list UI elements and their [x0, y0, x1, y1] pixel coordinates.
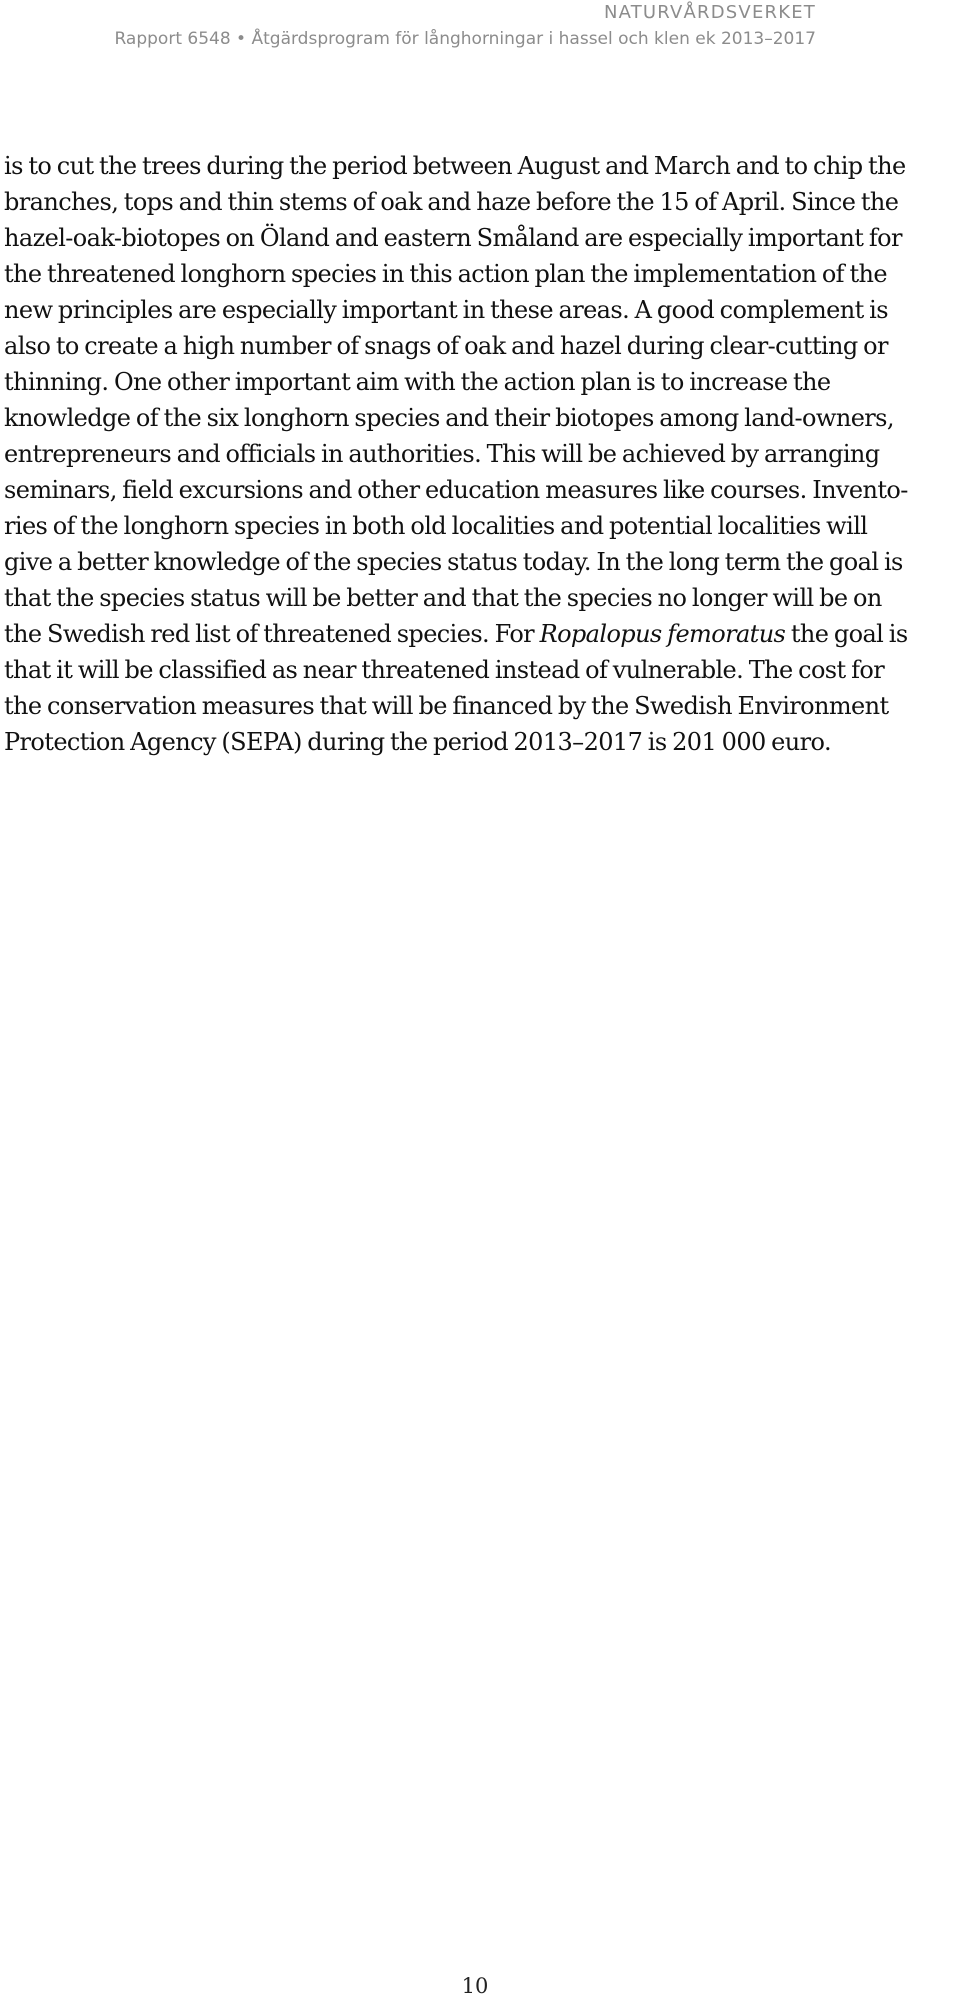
species-name: Ropalopus femoratus [539, 620, 786, 648]
text-line: new principles are especially important in these areas. A good complement is [4, 296, 888, 324]
text-line: give a better knowledge of the species status today. In the long term the goal is [4, 548, 903, 576]
text-segment: the Swedish red list of threatened species. For [4, 620, 535, 648]
text-segment: the goal is [790, 620, 908, 648]
text-line: is to cut the trees during the period between August and March and to chip the [4, 152, 906, 180]
text-line: the conservation measures that will be financed by the Swedish Environment [4, 692, 889, 720]
text-line: that the species status will be better and that the species no longer will be on [4, 584, 882, 612]
text-line: seminars, field excursions and other education measures like courses. Invento- [4, 476, 908, 504]
page-number: 10 [461, 1974, 489, 1998]
page-header [114, 0, 816, 50]
text-line: also to create a high number of snags of oak and hazel during clear-cutting or [4, 332, 888, 360]
report-title: Rapport 6548 • Åtgärdsprogram för långhorningar i hassel och klen ek 2013–2017 [114, 29, 816, 49]
text-line: the threatened longhorn species in this action plan the implementation of the [4, 260, 888, 288]
organization-name: NATURVÅRDSVERKET [603, 2, 816, 23]
text-line: branches, tops and thin stems of oak and haze before the 15 of April. Since the [4, 188, 899, 216]
text-line: ries of the longhorn species in both old localities and potential localities will [4, 512, 868, 540]
text-line: that it will be classified as near threatened instead of vulnerable. The cost for [4, 656, 885, 684]
text-line: thinning. One other important aim with the action plan is to increase the [4, 368, 831, 396]
text-line: entrepreneurs and officials in authorities. This will be achieved by arranging [4, 440, 880, 468]
text-line-with-species [4, 616, 949, 652]
body-paragraph [4, 148, 949, 760]
text-line: knowledge of the six longhorn species and their biotopes among land-owners, [4, 404, 894, 432]
text-line: hazel-oak-biotopes on Öland and eastern Småland are especially important for [4, 224, 902, 252]
text-line: Protection Agency (SEPA) during the period 2013–2017 is 201 000 euro. [4, 728, 831, 756]
